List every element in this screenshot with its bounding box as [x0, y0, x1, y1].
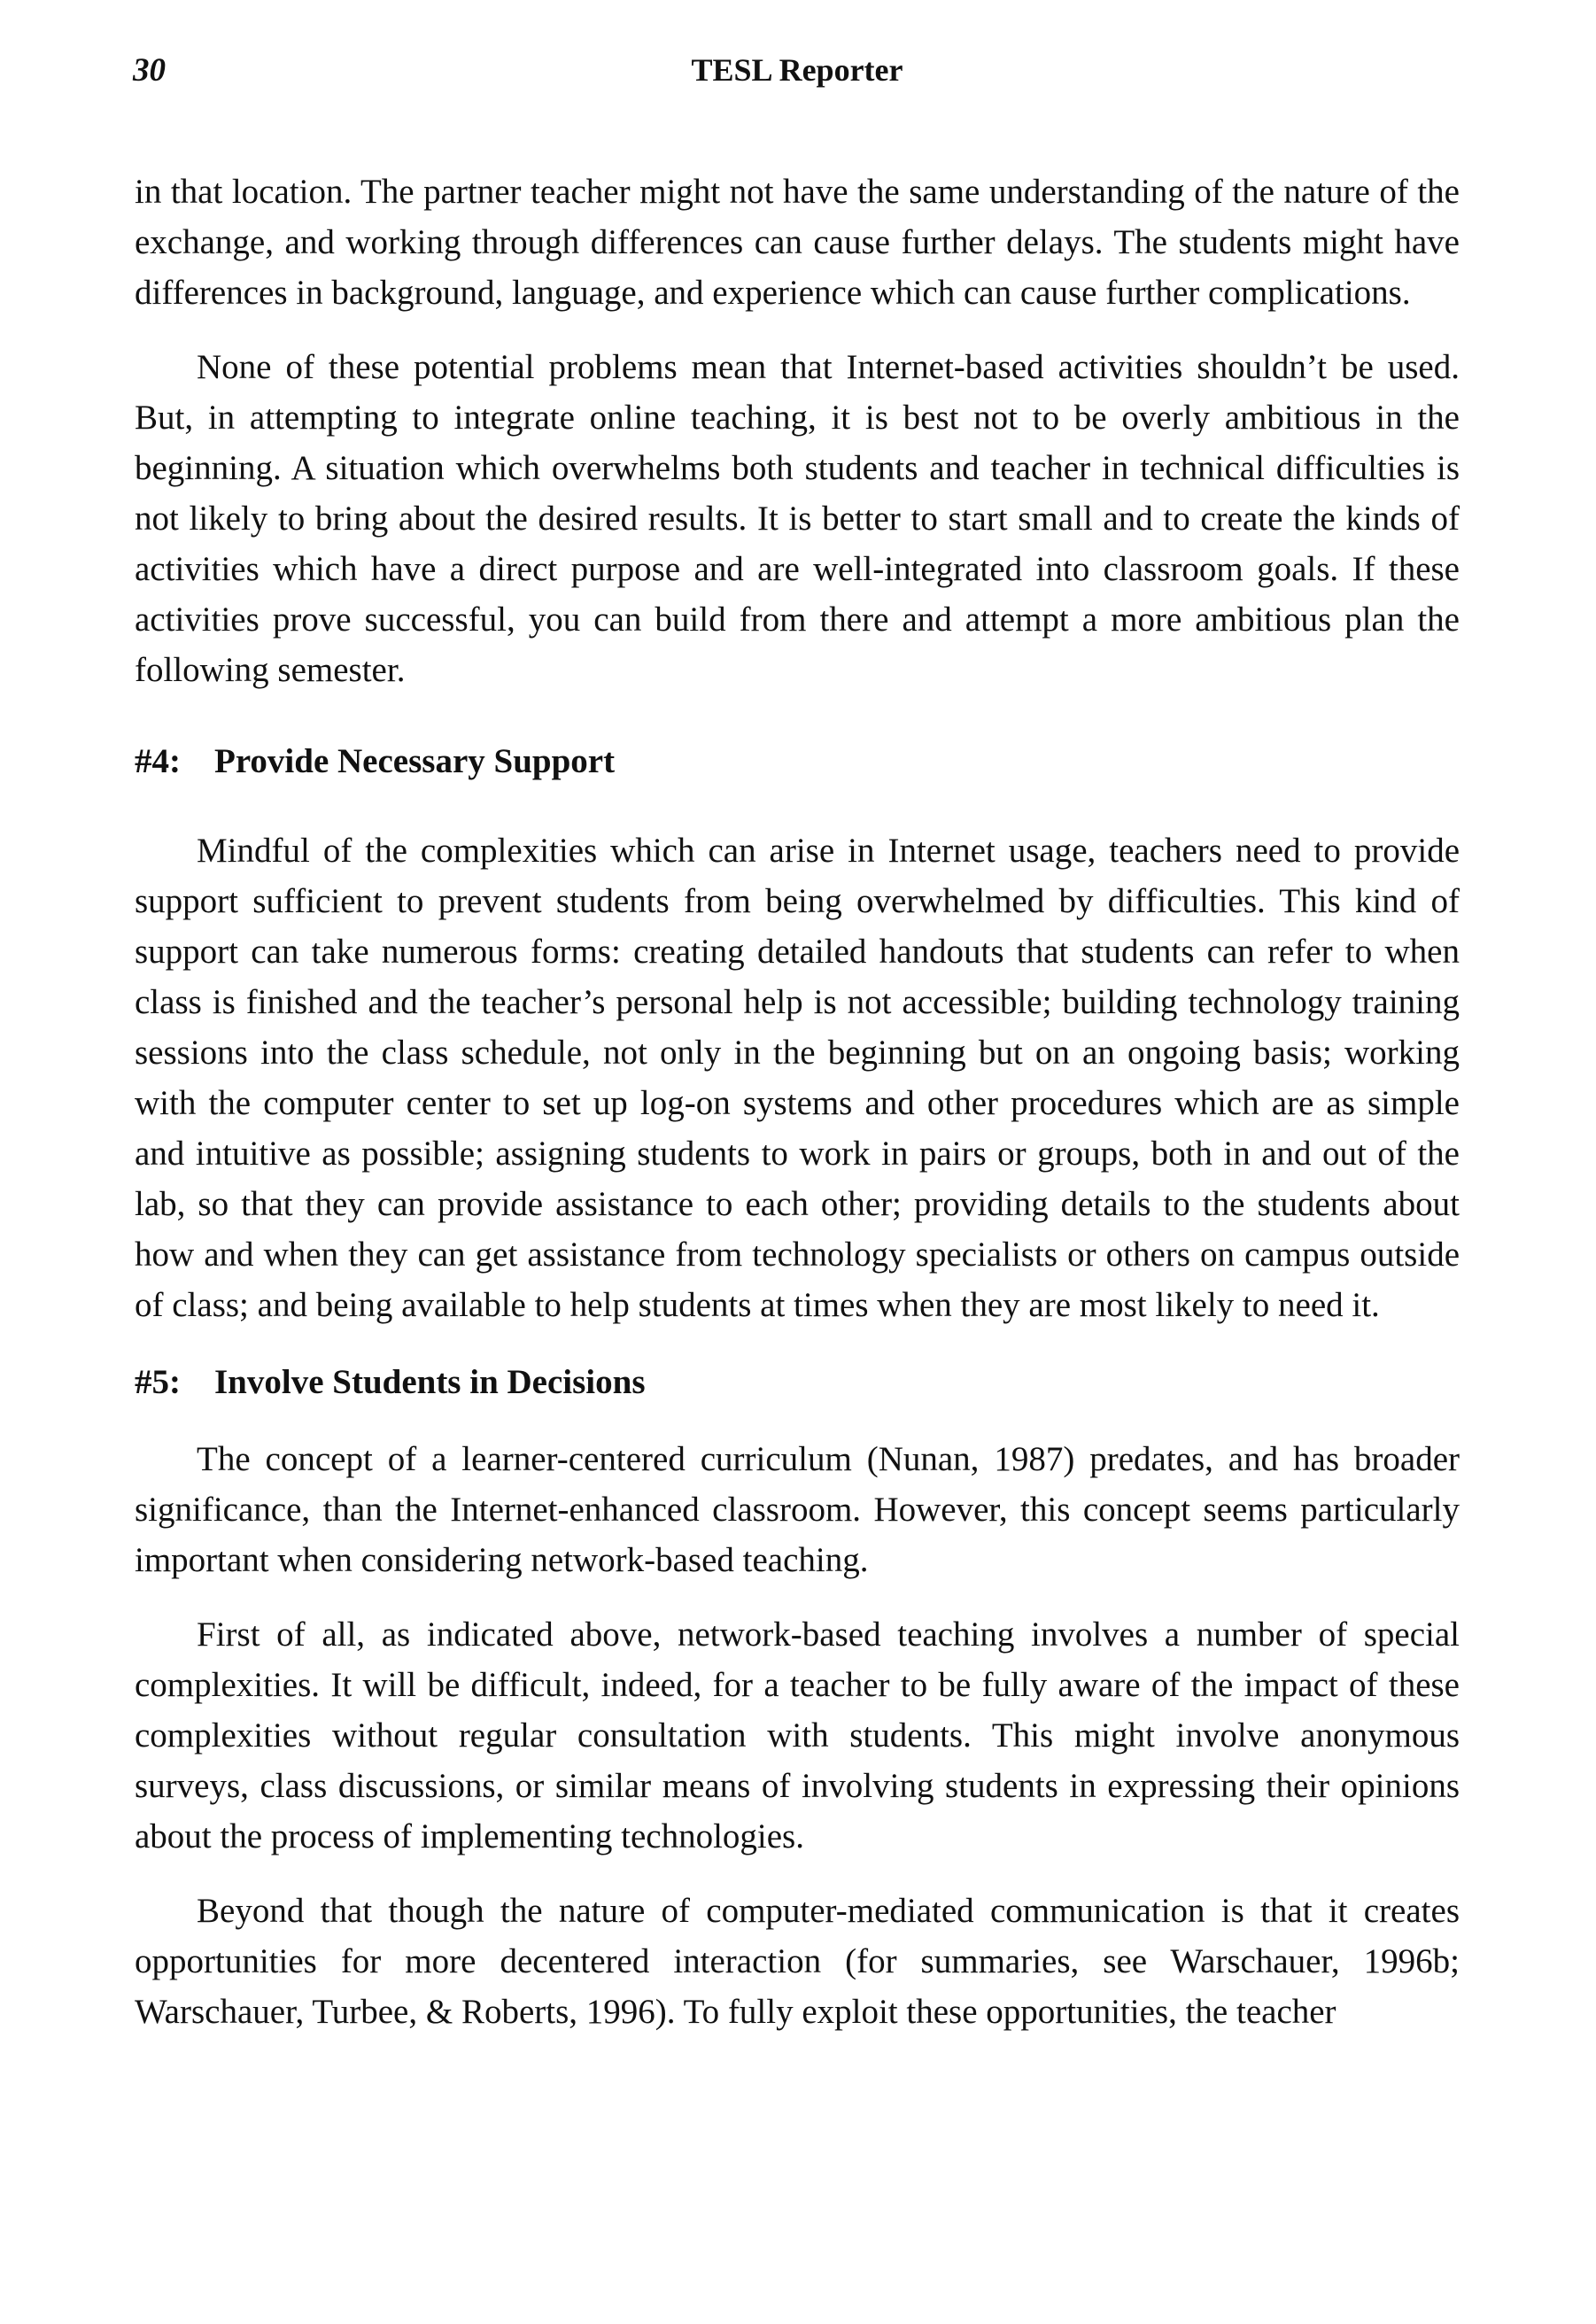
paragraph: Beyond that though the nature of computer-mediated communication is that it creates opportunities for more decentered interaction (for summaries, see Warschauer, 1996b; Warschauer, Turbee, & Roberts, 1996). To fully exploit these opportunities, the teacher — [135, 1892, 1460, 2031]
journal-title: TESL Reporter — [691, 52, 903, 88]
paragraph: None of these potential problems mean that Internet-based activities shouldn’t be used. But, in attempting to integrate online teaching, it is best not to be overly ambitious in the beginning. A situation which overwhelms both students and teacher in technical difficulties is not likely to bring about the desired results. It is better to start small and to create the kinds of activities which have a direct purpose and are well-integrated into classroom goals. If these activities prove successful, you can build from there and attempt a more ambitious plan the following semester. — [135, 348, 1460, 689]
paragraph: The concept of a learner-centered curriculum (Nunan, 1987) predates, and has broader significance, than the Internet-enhanced classroom. However, this concept seems particularly important when considering network-based teaching. — [135, 1440, 1460, 1579]
section-heading-4 — [135, 736, 1460, 786]
section-number: #5: — [135, 1363, 181, 1401]
paragraph-continuation: in that location. The partner teacher might not have the same understanding of the nature of the exchange, and working through differences can cause further delays. The students might have differences in background, language, and experience which can cause further complications. — [135, 173, 1460, 312]
section-number: #4: — [135, 742, 181, 780]
page-number: 30 — [133, 52, 166, 89]
section-title: Involve Students in Decisions — [214, 1363, 646, 1401]
paragraph: Mindful of the complexities which can arise in Internet usage, teachers need to provide support sufficient to prevent students from being overwhelmed by difficulties. This kind of support can take numerous forms: creating detailed handouts that students can refer to when class is finished and the teacher’s personal help is not accessible; building technology training sessions into the class schedule, not only in the beginning but on an ongoing basis; working with the computer center to set up log-on systems and other procedures which are as simple and intuitive as possible; assigning students to work in pairs or groups, both in and out of the lab, so that they can provide assistance to each other; providing details to the students about how and when they can get assistance from technology specialists or others on campus outside of class; and being available to help students at times when they are most likely to need it. — [135, 832, 1460, 1324]
paragraph: First of all, as indicated above, network-based teaching involves a number of special complexities. It will be difficult, indeed, for a teacher to be fully aware of the impact of these complexities without regular consultation with students. This might involve anonymous surveys, class discussions, or similar means of involving students in expressing their opinions about the process of implementing technologies. — [135, 1615, 1460, 1855]
article-body — [135, 167, 1460, 2037]
section-heading-5 — [135, 1357, 1460, 1407]
section-title: Provide Necessary Support — [214, 742, 616, 780]
running-header — [133, 51, 1461, 96]
